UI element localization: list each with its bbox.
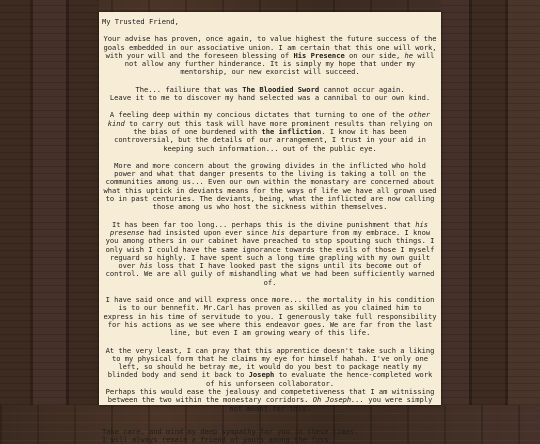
closing-line-2: I will always remain a friend of yours among the fuss. (102, 435, 333, 444)
paragraph-1-text: Your advise has proven, once again, to value highest the future success of the goals embedded in our associative union. I am certain that this one will work, with your will and the foreseen blessing of (103, 34, 437, 60)
paragraph-7-text: Perhaps this would ease the jealousy and competetiveness that I am witnissing between the two within the monestary corridors. (105, 386, 435, 405)
bloodied-sword-name: The Bloodied Sword (242, 84, 320, 94)
paragraph-7-emphasis: Oh Joseph... (312, 395, 364, 405)
closing-line-1: Take care, and mind my deep sympathy for you in these times. (102, 426, 359, 436)
paragraph-1-text: will not allow any further hinderance. It is simply my hope that under my mentorship, our new exorcist will succeed. (124, 50, 435, 77)
paragraph-2 (102, 86, 438, 103)
letter-body (99, 12, 441, 444)
letter-paper (99, 12, 441, 444)
wood-background-right (441, 0, 540, 405)
joseph-name: Joseph (248, 370, 275, 380)
paragraph-3-text: to carry out this task will have more prominent results than relying on the bias of one burdened with (124, 118, 433, 136)
paragraph-6: I have said once and will express once more... the mortality in his condition is to our bennefit. Mr.Carl has proven as skilled as you claimed him to express in his time of servitude to you. I generously take full responsibility for his actions as we see where this endeavor goes. We are far from the last line, but even I am growing weary of this life. (103, 295, 437, 338)
paragraph-5-emphasis: his (139, 261, 153, 271)
paragraph-7-text: you were simply not meant for this. (229, 395, 433, 413)
paragraph-1-emphasis: he (404, 50, 414, 60)
paragraph-5-text: loss that I have looked past the signs until its become out of control. We are all guily of mishandling what we had been sufficiently warned of. (105, 261, 435, 287)
paragraph-4: More and more concern about the growing divides in the inflicted who hold power and what that danger presents to the living is taking a toll on the communities among us... Even our own within the monastary are concerned about what this uptick in deviants means for the ways of life we have all grown used to in past centuries. The deviants, being, what the inflicted are now calling those among us who host the sickness within themselves. (103, 160, 437, 212)
paragraph-5-text: It has been far too long... perhaps this is the divine punishment that (111, 219, 416, 229)
paragraph-5-emphasis: his (272, 227, 285, 237)
paragraph-1 (102, 35, 438, 76)
paragraph-3 (102, 111, 438, 152)
letter-closing (102, 428, 438, 444)
paragraph-3-emphasis: other kind (107, 110, 431, 128)
paragraph-7-text: to evaluate the hence-completed work of his unforseen collaborator. (205, 370, 433, 388)
his-presence-name: His Presence (293, 50, 345, 60)
infliction-term: the infliction (261, 126, 322, 136)
paragraph-2-text: cannot occur again. (319, 84, 405, 94)
paragraph-5-emphasis: his presense (109, 219, 429, 237)
wood-background-left (0, 0, 99, 405)
paragraph-2-text: Leave it to me to discover my hand selected was a cannibal to our own kind. (109, 93, 431, 103)
paragraph-5-text: had insisted upon ever since (144, 227, 273, 237)
letter-greeting: My Trusted Friend, (102, 17, 179, 26)
paragraph-2-text: The... failiure that was (135, 84, 243, 94)
paragraph-1-text: on our side, (344, 50, 405, 60)
paragraph-5 (102, 221, 438, 287)
paragraph-5-text: departure from my embrace. I know you among others in our cabinet have preached to stop spouting such things. I only wish I could have the same ignorance towards the evils of those I myself reguard so highly. I have spent such a long time grapling with my own guilt over (105, 227, 435, 271)
paragraph-7 (102, 347, 438, 413)
paragraph-7-text: At the very least, I can pray that this apprentice doesn't take such a liking to my physical form that he claims my eye for himself hahah. I've only one left, so should he betray me, it would do you best to package neatly my blinded body and send it back to (105, 345, 435, 380)
paragraph-3-text: A feeling deep within my concious dictates that turning to one of the (109, 110, 409, 120)
paragraph-3-text: . I know it has been controversial, but the details of our arrangement, I trust in your aid in keeping such information... out of the public eye. (114, 126, 426, 153)
